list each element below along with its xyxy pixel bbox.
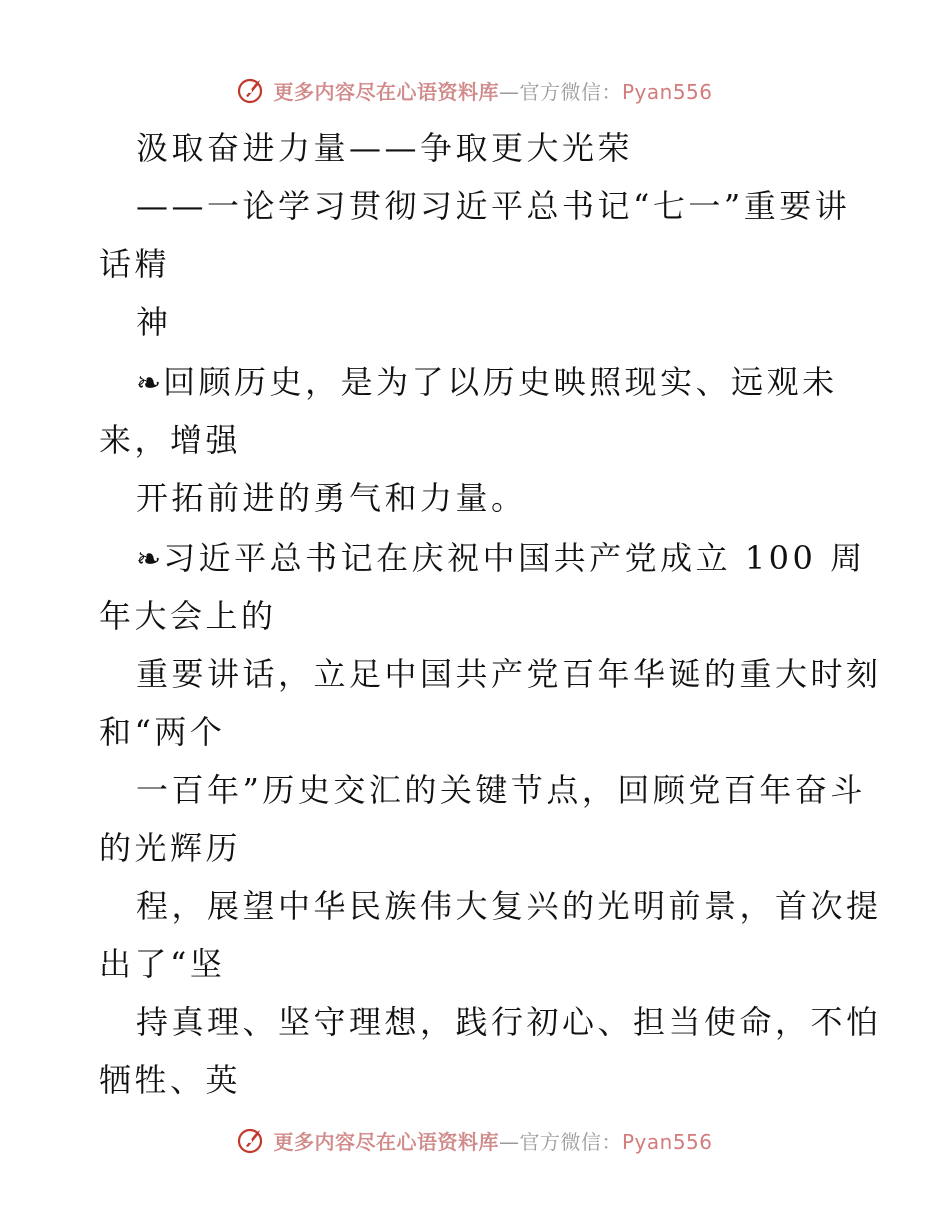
paragraph-text: 回顾历史，是为了以历史映照现实、远观未 xyxy=(163,363,838,401)
banner-wechat-id: Pyan556 xyxy=(621,1129,713,1154)
pen-nib-circle-icon xyxy=(237,1125,267,1155)
paragraph-line: 一百年”历史交汇的关键节点，回顾党百年奋斗 xyxy=(136,771,866,809)
subtitle-line-end: 神 xyxy=(136,303,172,341)
paragraph-line xyxy=(136,362,838,404)
paragraph-line: 来，增强 xyxy=(99,421,242,459)
paragraph-line: 的光辉历 xyxy=(99,829,242,867)
pen-nib-circle-icon xyxy=(237,75,267,105)
swirl-bullet-icon: ❧ xyxy=(136,542,162,577)
banner-wechat-label: —官方微信： xyxy=(498,79,622,104)
title-line: 汲取奋进力量——争取更大光荣 xyxy=(136,129,634,167)
subtitle-line-cont: 话精 xyxy=(99,245,171,283)
paragraph-line: 年大会上的 xyxy=(99,597,277,635)
paragraph-line: 出了“坚 xyxy=(99,945,226,983)
banner-wechat-label: —官方微信： xyxy=(498,1129,622,1154)
paragraph-line: 程，展望中华民族伟大复兴的光明前景，首次提 xyxy=(136,887,882,925)
banner-text xyxy=(273,1126,712,1155)
banner-site-name: 更多内容尽在心语资料库 xyxy=(273,1129,499,1154)
header-banner xyxy=(0,70,950,110)
banner-site-name: 更多内容尽在心语资料库 xyxy=(273,79,499,104)
banner-wechat-id: Pyan556 xyxy=(621,79,713,104)
paragraph-line: 开拓前进的勇气和力量。 xyxy=(136,479,527,517)
subtitle-line: ——一论学习贯彻习近平总书记“七一”重要讲 xyxy=(136,187,851,225)
swirl-bullet-icon: ❧ xyxy=(136,366,162,401)
banner-text xyxy=(273,76,712,105)
paragraph-line: 牺牲、英 xyxy=(99,1061,242,1099)
paragraph-line: 重要讲话，立足中国共产党百年华诞的重大时刻 xyxy=(136,655,882,693)
paragraph-line xyxy=(136,538,866,580)
paragraph-line: 持真理、坚守理想，践行初心、担当使命，不怕 xyxy=(136,1003,882,1041)
paragraph-line: 和“两个 xyxy=(99,713,226,751)
paragraph-text: 习近平总书记在庆祝中国共产党成立 100 周 xyxy=(163,539,866,577)
footer-banner xyxy=(0,1120,950,1160)
